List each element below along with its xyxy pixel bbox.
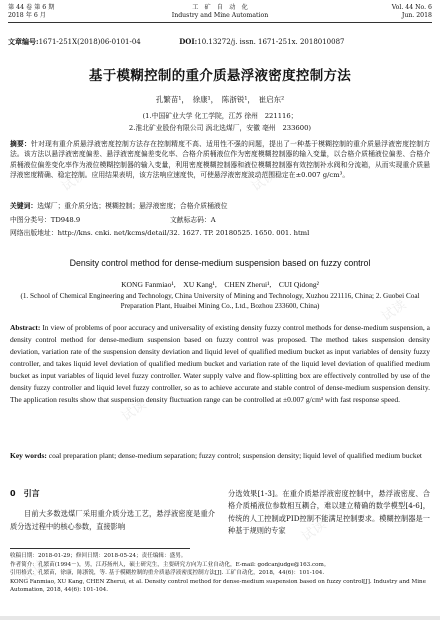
page-footer-bar — [0, 616, 440, 620]
header-rule — [8, 22, 432, 23]
footnote-received: 收稿日期：2018-01-29；修回日期：2018-05-24；责任编辑：盛男。 — [10, 553, 187, 559]
section-heading-intro: 0 引言 — [10, 489, 40, 498]
abstract-en-label: Abstract: — [10, 323, 41, 332]
keywords-cn-label: 关键词： — [10, 202, 38, 210]
watermark: 试读 — [59, 167, 90, 195]
watermark: 试读 — [379, 297, 410, 325]
journal-name-cn: 工 矿 自 动 化 — [192, 4, 248, 11]
issue-date-cn: 2018 年 6 月 — [8, 11, 46, 19]
article-number-label: 文章编号: — [8, 37, 39, 46]
abstract-en-text: In view of problems of poor accuracy and universality of existing density fuzzy control methods for dense-medium suspension, a density control method for dense-medium suspension based on fuzzy control was proposed. The method takes suspension density deviation, variation rate of the suspension density deviation and liquid level of qualified medium bucket as input variables of density fuzzy controller, and takes liquid level deviation of qualified medium bucket and variation rate of the liquid level deviation of qualified medium bucket as input variables of liquid level fuzzy controller. Water supply valve and flow-splitting box are effectively controlled by use of the density fuzzy controller and liquid level fuzzy controller, so as to achieve accurate and stable control of dense-medium suspension density. The application results show that suspension density fluctuation range can be controlled at ±0.007 g/cm³ with fast response speed. — [10, 323, 431, 404]
keywords-en — [10, 450, 430, 462]
header-journal — [8, 4, 432, 19]
abstract-cn-text: 针对现有重介质悬浮液密度控制方法存在控制精度不高、适用性不强的问题，提出了一种基于模糊控制的重介质悬浮液密度控制方法。该方法以悬浮液密度偏差、悬浮液密度偏差变化率、合格介质桶液位作为密度模糊控制器的输入变量，以合格介质桶液位偏差、合格介质桶液位偏差变化率作为液位模糊控制器的输入变量，利用密度模糊控制器和液位模糊控制器有效控制补水阀和分流箱，从而实现重介质悬浮液密度精确、稳定控制。应用结果表明，该方法响应速度快，可使悬浮液密度波动范围稳定在±0.007 g/cm³。 — [10, 140, 431, 179]
keywords-en-text: coal preparation plant; dense-medium separation; fuzzy control; suspension density; liquid level of qualified medium bucket — [48, 451, 422, 460]
footnotes — [10, 552, 430, 595]
watermark: 试读 — [299, 517, 330, 545]
abstract-cn — [10, 139, 430, 180]
keywords-cn — [10, 201, 430, 211]
footnote-author-bio: 作者简介：孔繁苗(1994－)，男，江苏扬州人，硕士研究生，主要研究方向为工业自动化，E-mail: godcanjudge@163.com。 — [10, 561, 330, 568]
keywords-cn-text: 选煤厂；重介质分选；模糊控制；悬浮液密度；合格介质桶液位 — [37, 202, 228, 210]
body-column-left — [10, 488, 215, 533]
doi[interactable]: 10.13272/j. issn. 1671-251x. 2018010087 — [197, 38, 345, 46]
watermark: 试读 — [119, 397, 150, 425]
volume-issue: 第 44 卷 第 6 期 — [8, 4, 55, 11]
issue-date-en: Jun. 2018 — [401, 11, 432, 19]
article-number-line — [8, 37, 432, 47]
clc-number: 中图分类号：TD948.9 — [10, 216, 81, 224]
article-number: 1671-251X(2018)06-0101-04 — [38, 38, 141, 46]
header-volume-en — [392, 4, 432, 19]
paper-title-en: Density control method for dense-medium suspension based on fuzzy control — [69, 258, 371, 268]
body-column-right — [228, 488, 430, 538]
footnote-citation-cn: 引用格式：孔繁苗，徐康，陈浙锐，等. 基于模糊控制的重介质悬浮液密度控制方法[J]. 工矿自动化，2018，44(6)：101-104. — [10, 570, 325, 577]
watermark: 试读 — [19, 557, 50, 585]
abstract-cn-label: 摘要： — [10, 140, 32, 148]
online-url[interactable]: 网络出版地址：http://kns. cnki. net/kcms/detail/32. 1627. TP. 20180525. 1650. 001. html — [10, 229, 310, 237]
footnote-rule — [10, 548, 190, 549]
volume-issue-en: Vol. 44 No. 6 — [391, 4, 432, 11]
authors-en: KONG Fanmiao¹, XU Kang¹, CHEN Zherui¹, CUI Qidong² — [121, 280, 319, 289]
intro-paragraph-left: 目前大多数选煤厂采用重介质分选工艺，悬浮液密度是重介质分选过程中的核心参数，直接影响 — [10, 509, 215, 531]
intro-paragraph-right: 分选效果[1-3]。在重介质悬浮液密度控制中，悬浮液密度、合格介质桶液位参数相互耦合，难以建立精确的数学模型[4-6]，传统的人工控制或PID控制不能满足控制要求。模糊控制器是一种基于规则的专家 — [228, 489, 430, 536]
keywords-en-label: Key words: — [10, 451, 47, 460]
paper-title-cn: 基于模糊控制的重介质悬浮液密度控制方法 — [88, 68, 352, 84]
affiliations-en: (1. School of Chemical Engineering and Technology, China University of Mining and Technology, Xuzhou 221116, China; 2. Guobei Coal Preparation Plant, Huaibei Mining Co., Ltd., Bozhou 233600, China) — [20, 292, 420, 310]
affiliation-cn-1: (1.中国矿业大学 化工学院，江苏 徐州 221116； — [142, 112, 298, 120]
classification-line — [10, 214, 430, 224]
doi-label: DOI: — [179, 37, 198, 46]
abstract-en — [10, 322, 430, 406]
journal-name-en: Industry and Mine Automation — [171, 11, 269, 19]
affiliation-cn-2: 2.淮北矿业股份有限公司 涡北选煤厂，安徽 亳州 233600) — [128, 124, 312, 132]
footnote-citation-en: KONG Fanmiao, XU Kang, CHEN Zherui, et al. Density control method for dense-medium suspension based on fuzzy control[J]. Industry and Mine Automation, 2018, 44(6): 101-104. — [10, 578, 426, 594]
document-code: 文献标志码：A — [170, 216, 216, 224]
watermark: 试读 — [249, 167, 280, 195]
authors-cn: 孔繁苗¹， 徐康¹， 陈浙锐¹， 崔启东² — [155, 95, 285, 104]
running-header — [8, 4, 432, 22]
